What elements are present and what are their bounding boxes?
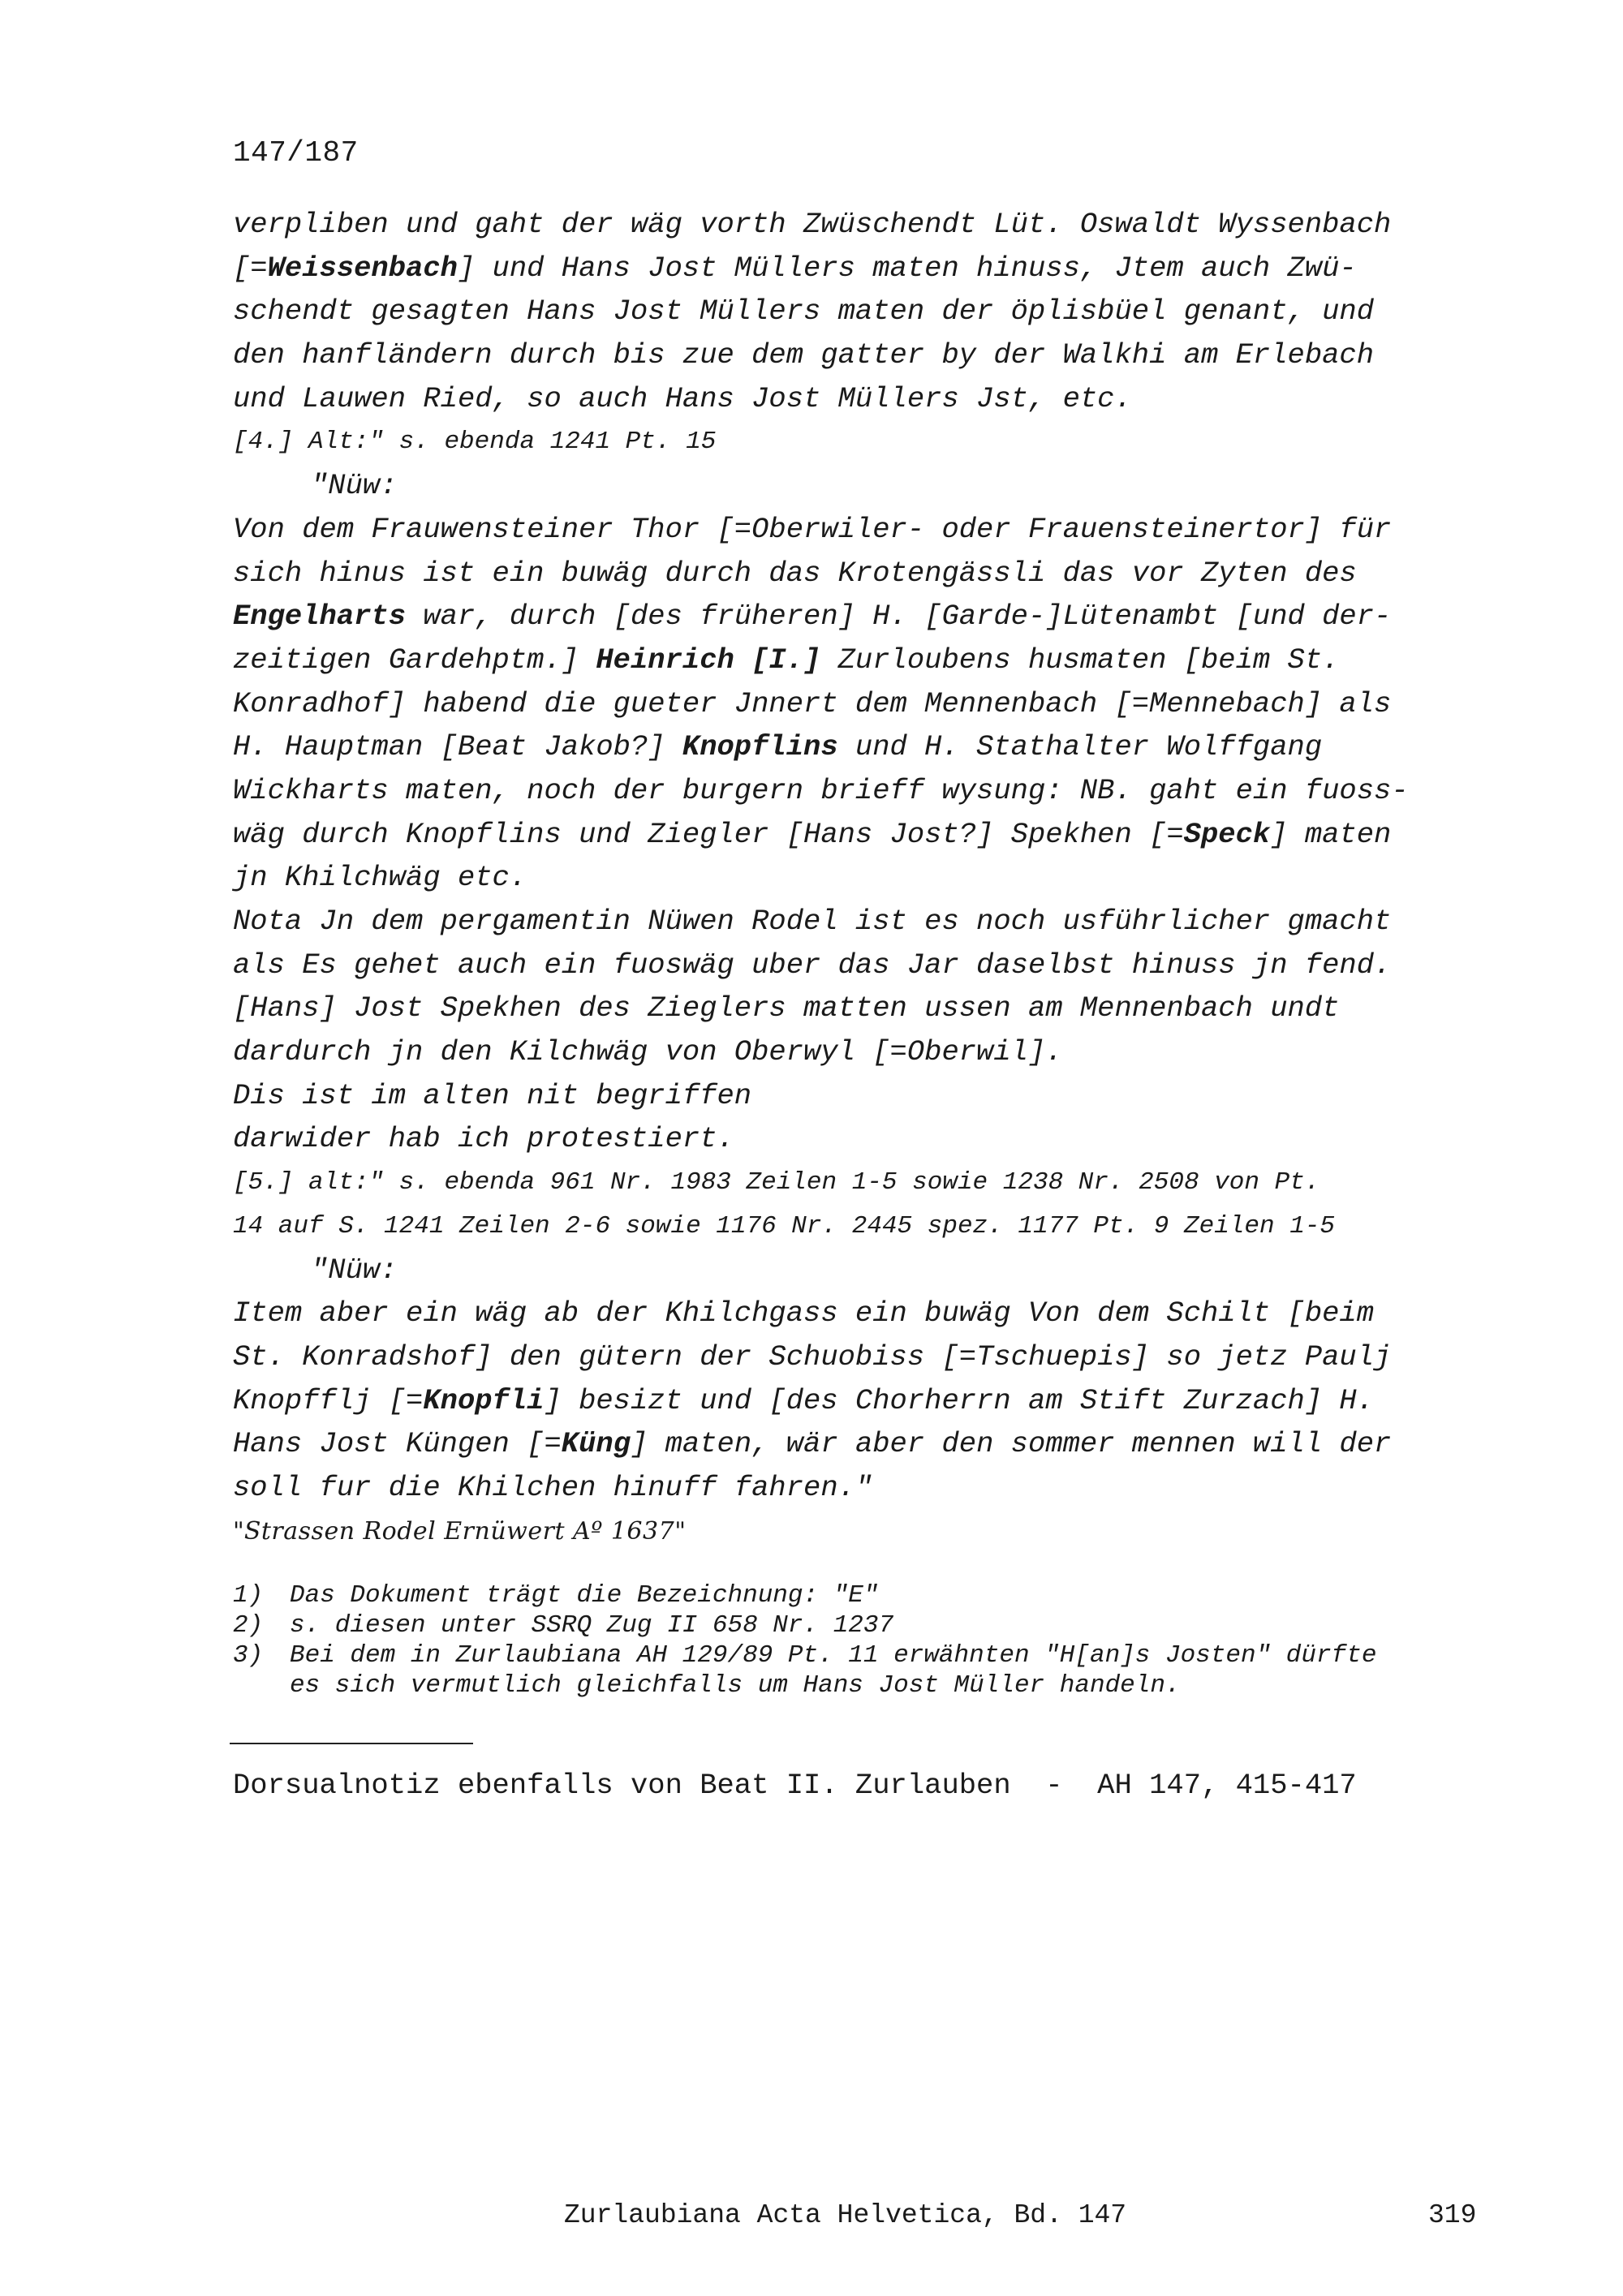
text-segment: und H. Stathalter Wolffgang — [837, 730, 1323, 764]
text-segment: Von dem Frauwensteiner Thor [=Oberwiler- oder Frauensteinertor] für — [233, 512, 1392, 546]
text-line — [233, 1205, 1491, 1249]
footnote-text — [290, 1640, 1376, 1701]
text-line — [233, 1292, 1491, 1335]
footnote — [233, 1610, 1499, 1640]
text-segment: ] und Hans Jost Müllers maten hinuss, Jtem auch Zwü- — [457, 251, 1357, 285]
text-segment: zeitigen Gardehptm.] — [233, 643, 596, 677]
text-segment: dardurch jn den Kilchwäg von Oberwyl [=Oberwil]. — [233, 1035, 1063, 1069]
text-segment: ] maten — [1270, 817, 1392, 851]
page-reference: 147/187 — [233, 136, 359, 170]
bold-name: Heinrich [I.] — [596, 643, 821, 677]
text-segment: "Nüw: — [311, 469, 398, 503]
text-line — [233, 1074, 1491, 1118]
text-line — [233, 508, 1491, 552]
separator-rule — [230, 1743, 473, 1744]
text-line — [233, 1161, 1491, 1205]
footnote-number: 2) — [233, 1611, 264, 1640]
transcription-body — [233, 203, 1491, 1553]
text-segment: Item aber ein wäg ab der Khilchgass ein buwäg Von dem Schilt [beim — [233, 1296, 1375, 1331]
text-segment: [5.] alt:" s. ebenda 961 Nr. 1983 Zeilen 1-5 sowie 1238 Nr. 2508 von Pt. — [233, 1168, 1320, 1197]
text-segment: den hanfländern durch bis zue dem gatter by der Walkhi am Erlebach — [233, 338, 1375, 372]
text-segment: verpliben und gaht der wäg vorth Zwüschendt Lüt. Oswaldt Wyssenbach — [233, 208, 1392, 241]
text-segment: und Lauwen Ried, so auch Hans Jost Müllers Jst, etc. — [233, 381, 1132, 415]
text-line — [233, 1466, 1491, 1510]
bold-name: Küng — [561, 1427, 631, 1461]
text-segment: [= — [233, 251, 268, 285]
text-line — [233, 333, 1491, 377]
text-line — [233, 856, 1491, 900]
text-line — [233, 203, 1491, 247]
text-segment: jn Khilchwäg etc. — [233, 861, 527, 895]
text-line — [233, 1030, 1491, 1074]
footer-page-number: 319 — [1428, 2200, 1477, 2230]
text-segment: " — [674, 1516, 687, 1546]
text-segment: soll fur die Khilchen hinuff fahren." — [233, 1470, 873, 1504]
text-line — [233, 638, 1491, 682]
text-line — [233, 813, 1491, 857]
footnote-number: 1) — [233, 1581, 264, 1610]
text-line — [233, 1379, 1491, 1423]
text-line — [233, 682, 1491, 726]
text-line — [233, 725, 1491, 769]
footnote-line: s. diesen unter SSRQ Zug II 658 Nr. 1237 — [290, 1611, 894, 1640]
text-segment: Hans Jost Küngen [= — [233, 1427, 562, 1461]
text-segment: schendt gesagten Hans Jost Müllers maten der öplisbüel genant, und — [233, 295, 1375, 329]
footnote — [233, 1580, 1499, 1610]
text-segment: Knopfflj [= — [233, 1383, 424, 1417]
text-line — [233, 1117, 1491, 1161]
text-segment: Dis ist im alten nit begriffen — [233, 1078, 752, 1112]
text-segment: ] besizt und [des Chorherrn am Stift Zurzach] H. — [544, 1383, 1375, 1417]
text-line — [233, 595, 1491, 638]
text-segment: Zurloubens husmaten [beim St. — [820, 643, 1340, 677]
text-line — [233, 1335, 1491, 1379]
text-line — [233, 987, 1491, 1030]
text-line — [233, 247, 1491, 290]
bold-name: Weissenbach — [267, 251, 458, 285]
footnote-line: Bei dem in Zurlaubiana AH 129/89 Pt. 11 erwähnten "H[an]s Josten" dürfte — [290, 1641, 1377, 1670]
text-line — [233, 900, 1491, 944]
footnote-number: 3) — [233, 1641, 264, 1670]
text-line — [233, 420, 1491, 464]
footnote — [233, 1640, 1499, 1701]
footnote-text — [290, 1610, 893, 1640]
text-segment: "Nüw: — [311, 1253, 398, 1287]
text-line — [233, 944, 1491, 987]
text-segment: ] maten, wär aber den sommer mennen will der — [631, 1427, 1392, 1461]
text-line — [233, 290, 1491, 333]
text-segment: als Es gehet auch ein fuoswäg uber das Jar daselbst hinuss jn fend. — [233, 948, 1392, 982]
footnote-text — [290, 1580, 879, 1610]
footer-title: Zurlaubiana Acta Helvetica, Bd. 147 — [564, 2200, 1127, 2230]
text-line — [233, 769, 1491, 813]
text-segment: H. Hauptman [Beat Jakob?] — [233, 730, 682, 764]
text-segment: Nota Jn dem pergamentin Nüwen Rodel ist es noch usführlicher gmacht — [233, 905, 1392, 938]
text-line — [233, 1249, 1491, 1292]
handwritten-title: Strassen Rodel Ernüwert Aº 1637 — [243, 1516, 675, 1546]
footnotes — [233, 1580, 1499, 1701]
text-segment: wäg durch Knopflins und Ziegler [Hans Jost?] Spekhen [= — [233, 817, 1184, 851]
text-segment: war, durch [des früheren] H. [Garde-]Lütenambt [und der- — [406, 600, 1392, 634]
bold-name: Speck — [1183, 817, 1271, 851]
text-segment: darwider hab ich protestiert. — [233, 1122, 734, 1156]
dorsual-note: Dorsualnotiz ebenfalls von Beat II. Zurlauben - AH 147, 415-417 — [233, 1769, 1357, 1802]
text-segment: [4.] Alt:" s. ebenda 1241 Pt. 15 — [233, 428, 717, 457]
text-line — [233, 464, 1491, 508]
bold-name: Engelharts — [233, 600, 407, 634]
bold-name: Knopfli — [423, 1383, 545, 1417]
text-segment: sich hinus ist ein buwäg durch das Krotengässli das vor Zyten des — [233, 556, 1357, 590]
text-line — [233, 552, 1491, 595]
text-segment: St. Konradshof] den gütern der Schuobiss [=Tschuepis] so jetz Paulj — [233, 1339, 1392, 1374]
text-line — [233, 1510, 1491, 1554]
bold-name: Knopflins — [682, 730, 838, 764]
text-segment: Konradhof] habend die gueter Jnnert dem Mennenbach [=Mennebach] als — [233, 686, 1392, 720]
text-segment: [Hans] Jost Spekhen des Zieglers matten ussen am Mennenbach undt — [233, 991, 1340, 1025]
text-line — [233, 377, 1491, 421]
text-segment: 14 auf S. 1241 Zeilen 2-6 sowie 1176 Nr. 2445 spez. 1177 Pt. 9 Zeilen 1-5 — [233, 1211, 1336, 1240]
footnote-line: Das Dokument trägt die Bezeichnung: "E" — [290, 1581, 879, 1610]
text-segment: Wickharts maten, noch der burgern brieff wysung: NB. gaht ein fuoss- — [233, 773, 1409, 807]
text-line — [233, 1422, 1491, 1466]
text-segment: " — [233, 1516, 244, 1546]
footnote-line: es sich vermutlich gleichfalls um Hans Jost Müller handeln. — [290, 1671, 1181, 1700]
